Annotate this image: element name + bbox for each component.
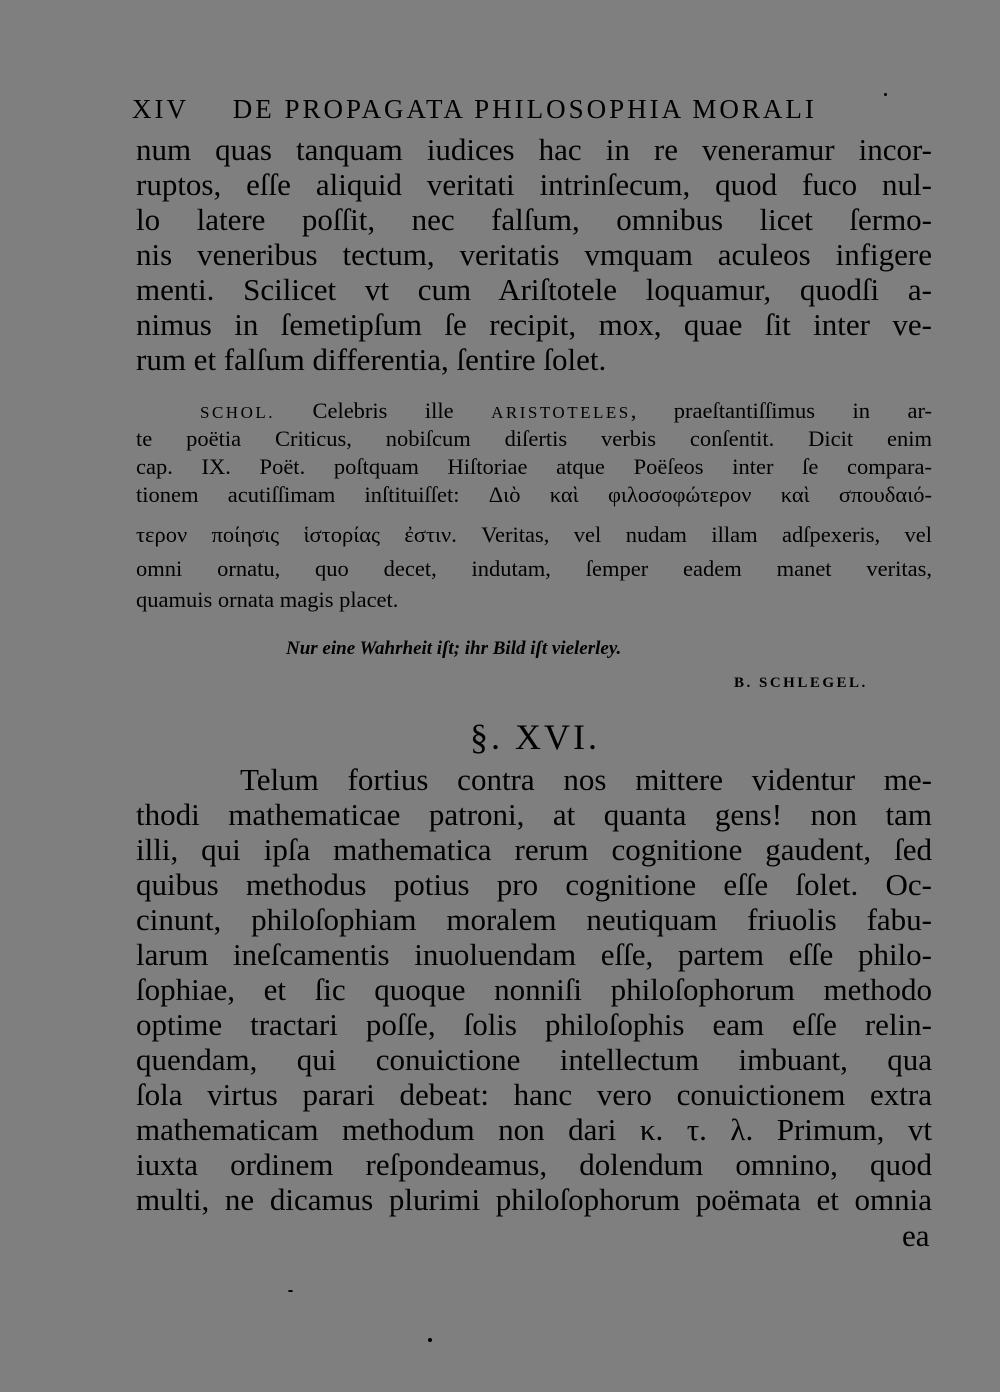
scholion-line: te poëtia Criticus, nobiſcum diſertis verbis conſentit. Dicit enim bbox=[136, 426, 932, 451]
scholion-line: quamuis ornata magis placet. bbox=[136, 587, 399, 612]
quote-author: B. SCHLEGEL. bbox=[734, 675, 868, 691]
scholion-line: τερον ποίησις ἱστορίας ἐστιν. Veritas, vel nudam illam adſpexeris, vel bbox=[136, 522, 932, 547]
text-line: cinunt, philoſophiam moralem neutiquam friuolis fabu- bbox=[136, 902, 932, 937]
text-line: lo latere poſſit, nec falſum, omnibus licet ſermo- bbox=[136, 202, 932, 237]
text-line: nis veneribus tectum, veritatis vmquam aculeos infigere bbox=[136, 237, 932, 272]
text-line: rum et falſum differentia, ſentire ſolet. bbox=[136, 342, 607, 377]
text-line: larum ineſcamentis inuoluendam eſſe, partem eſſe philo- bbox=[136, 937, 932, 972]
scholion-line: cap. IX. Poët. poſtquam Hiſtoriae atque Poëſeos inter ſe compara- bbox=[136, 454, 932, 479]
scholion-line: omni ornatu, quo decet, indutam, ſemper eadem manet veritas, bbox=[136, 556, 932, 581]
text-line: iuxta ordinem reſpondeamus, dolendum omnino, quod bbox=[136, 1147, 932, 1182]
scholion-label: SCHOL. bbox=[200, 403, 275, 422]
scan-speck bbox=[288, 1290, 293, 1292]
scholion-line-1 bbox=[200, 398, 932, 427]
text-line: num quas tanquam iudices hac in re veneramur incor- bbox=[136, 132, 932, 167]
german-quote: Nur eine Wahrheit iſt; ihr Bild iſt vielerley. bbox=[286, 638, 622, 659]
section-heading: §. XVI. bbox=[470, 717, 600, 757]
scan-speck bbox=[884, 93, 887, 96]
text-line: thodi mathematicae patroni, at quanta gens! non tam bbox=[136, 797, 932, 832]
text-line: ſola virtus parari debeat: hanc vero conuictionem extra bbox=[136, 1077, 932, 1112]
running-title: DE PROPAGATA PHILOSOPHIA MORALI bbox=[232, 94, 817, 124]
text-line: illi, qui ipſa mathematica rerum cognitione gaudent, ſed bbox=[136, 832, 932, 867]
text-line: ruptos, eſſe aliquid veritati intrinſecum, quod fuco nul- bbox=[136, 167, 932, 202]
scholion-text: , praeſtantiſſimus in ar- bbox=[630, 398, 932, 423]
text-line: nimus in ſemetipſum ſe recipit, mox, quae ſit inter ve- bbox=[136, 307, 932, 342]
text-line: multi, ne dicamus plurimi philoſophorum poëmata et omnia bbox=[136, 1182, 932, 1217]
page-number: XIV bbox=[132, 94, 189, 124]
scan-speck bbox=[428, 1338, 432, 1342]
scholion-line: tionem acutiſſimam inſtituiſſet: Διὸ καὶ φιλοσοφώτερον καὶ σπουδαιό- bbox=[136, 482, 932, 507]
name-aristoteles: ARISTOTELES bbox=[491, 403, 631, 422]
text-line: menti. Scilicet vt cum Ariſtotele loquamur, quodſi a- bbox=[136, 272, 932, 307]
text-line: ſophiae, et ſic quoque nonniſi philoſophorum methodo bbox=[136, 972, 932, 1007]
catchword: ea bbox=[902, 1218, 930, 1253]
running-header bbox=[132, 94, 817, 125]
text-line: Telum fortius contra nos mittere videntur me- bbox=[240, 762, 932, 797]
text-line: mathematicam methodum non dari κ. τ. λ. Primum, vt bbox=[136, 1112, 932, 1147]
text-line: quendam, qui conuictione intellectum imbuant, qua bbox=[136, 1042, 932, 1077]
text-line: quibus methodus potius pro cognitione eſſe ſolet. Oc- bbox=[136, 867, 932, 902]
text-line: optime tractari poſſe, ſolis philoſophis eam eſſe relin- bbox=[136, 1007, 932, 1042]
scholion-text: Celebris ille bbox=[274, 398, 492, 423]
